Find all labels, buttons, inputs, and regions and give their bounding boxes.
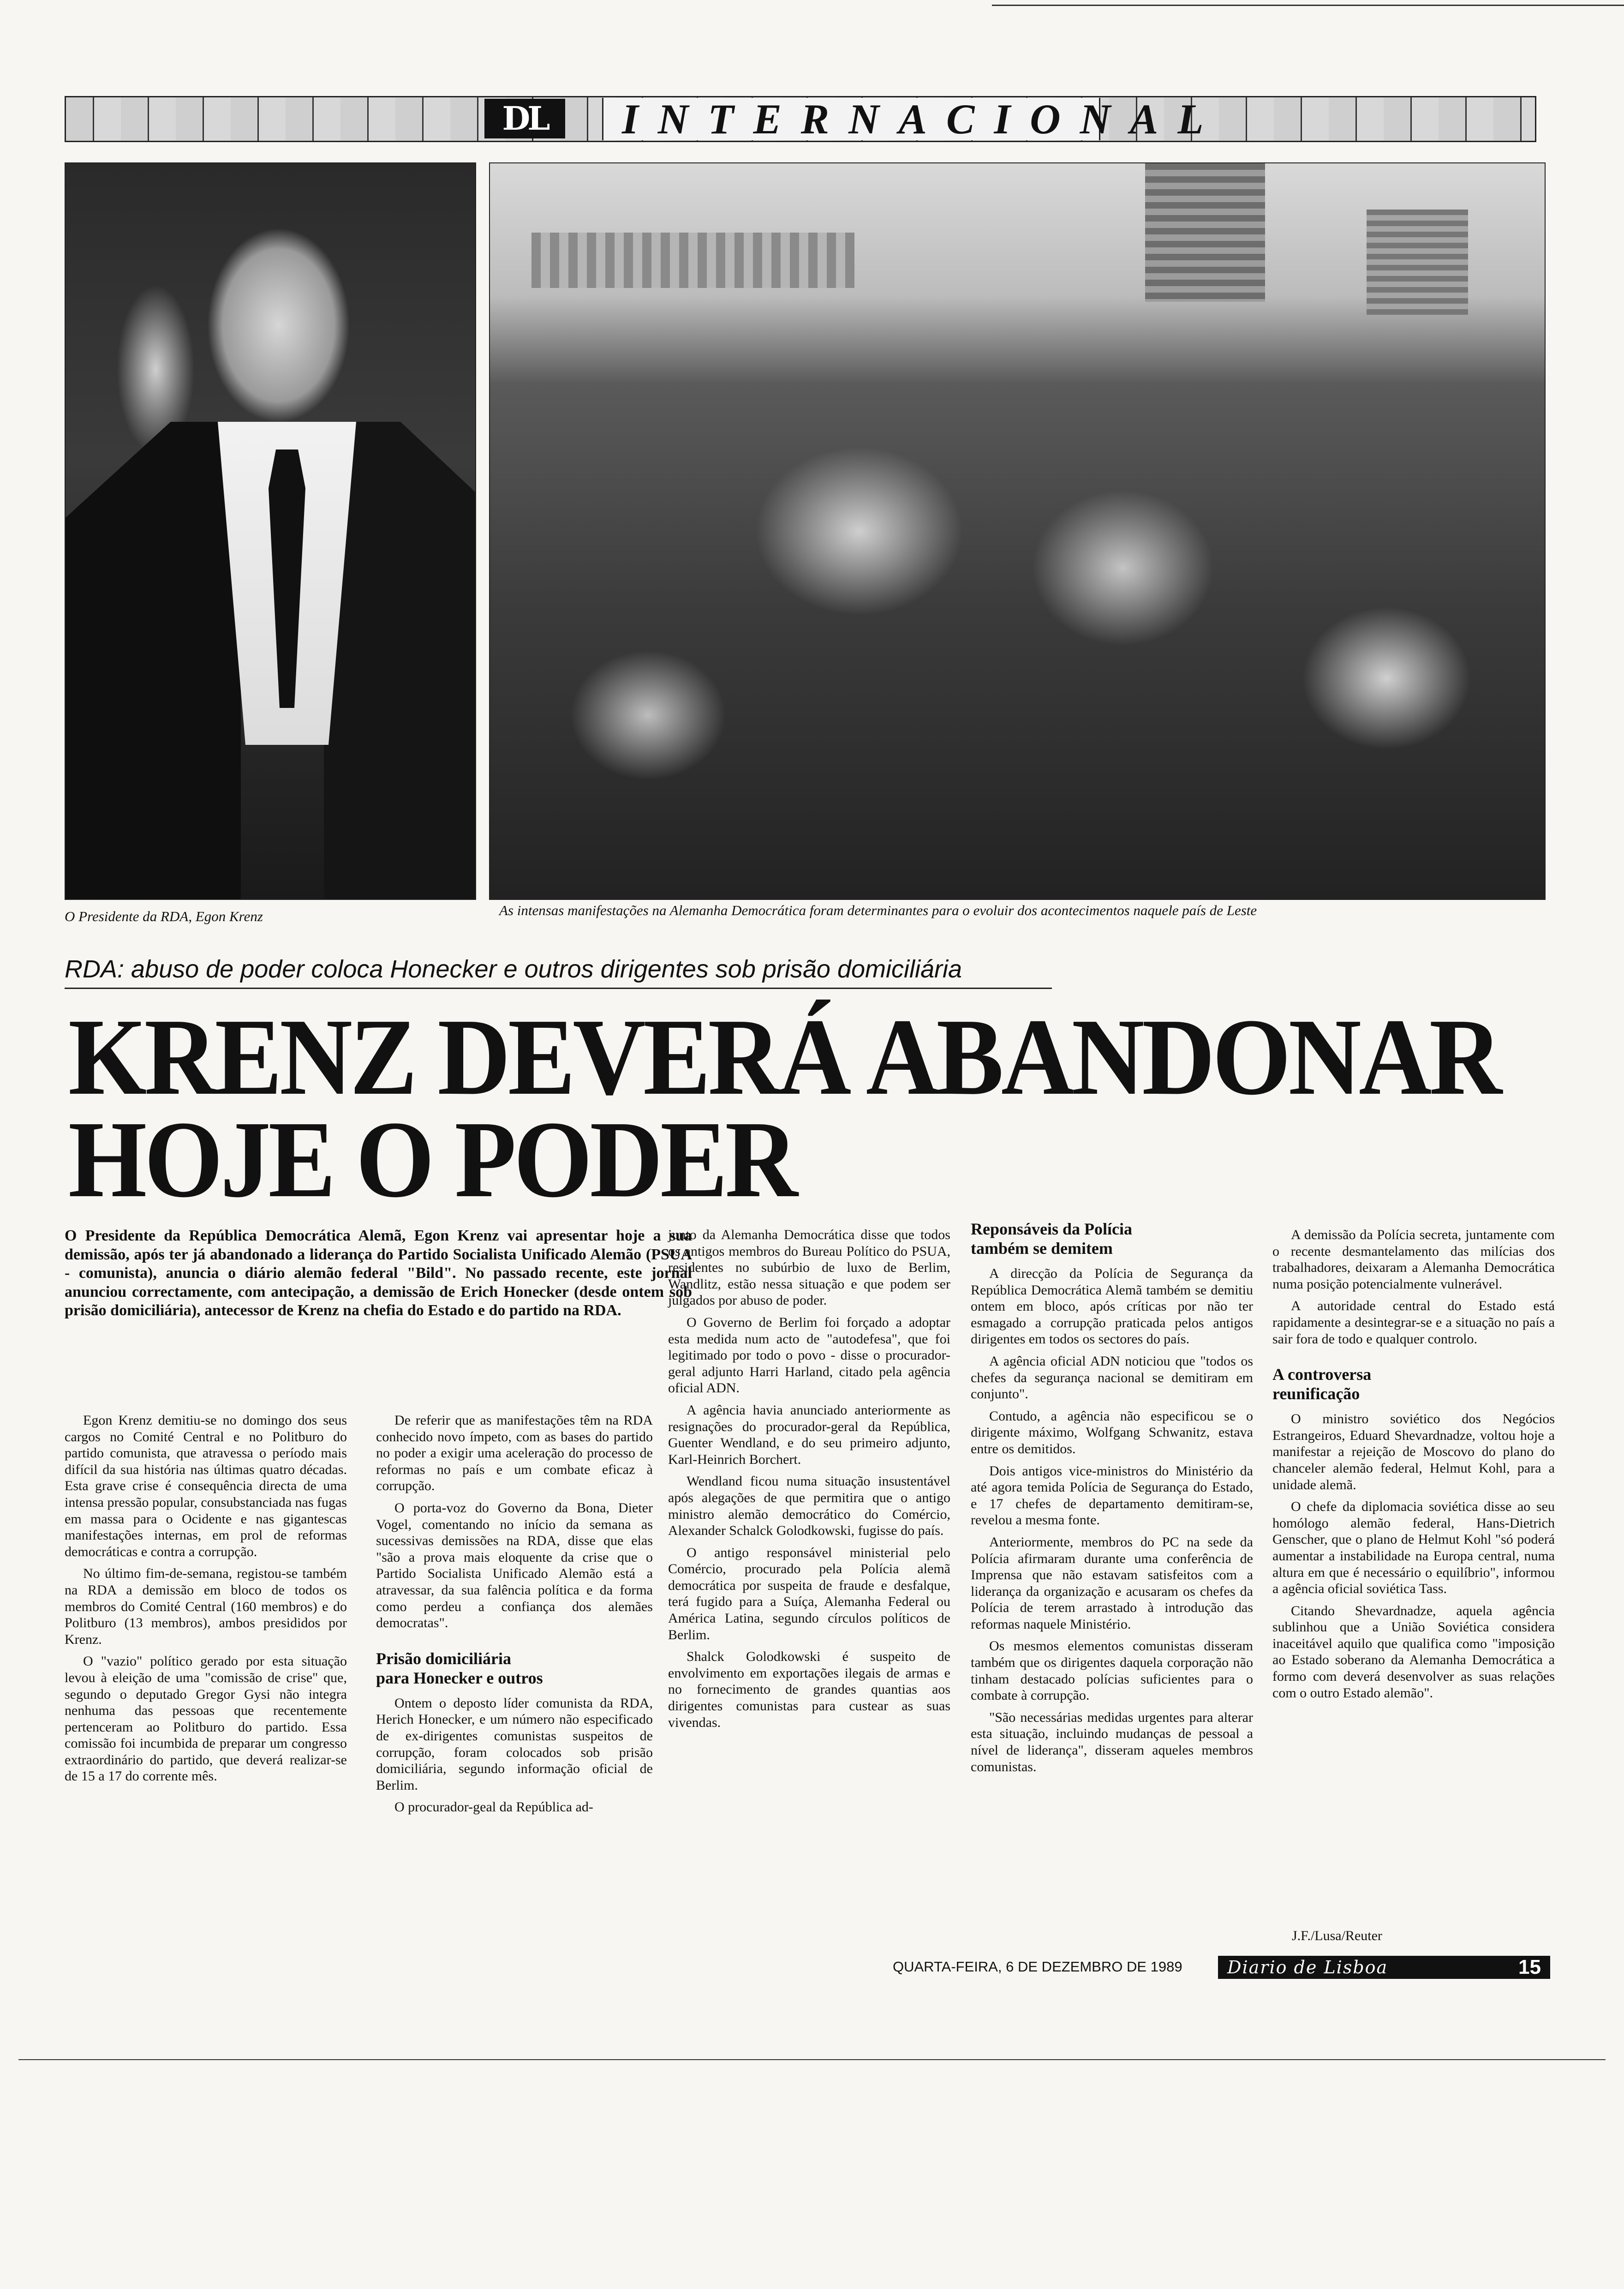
footer-bar	[1218, 1956, 1550, 1979]
photo-building	[531, 233, 854, 288]
kicker-underline	[65, 988, 1052, 989]
paragraph: A direcção da Polícia de Segurança da República Democrática Alemã também se demitiu ontem em bloco, após críticas por não ter esmagado a corrupção praticada pelos antigos dirigentes em todos os sectores do país.	[971, 1266, 1253, 1347]
article-column-2	[376, 1412, 653, 1816]
paragraph: O antigo responsável ministerial pelo Comércio, procurado pela Polícia alemã democrática por suspeita de fraude e desfalque, terá fugido para a Suíça, Alemanha Federal ou América Latina, segundo círculos políticos de Berlim.	[668, 1545, 950, 1642]
paragraph: Ontem o deposto líder comunista da RDA, Herich Honecker, e um número não especificado de ex-dirigentes comunistas suspeitos de corrupção, foram colocados sob prisão domiciliária, segundo informação oficial de Berlim.	[376, 1695, 653, 1793]
article-byline: J.F./Lusa/Reuter	[1292, 1928, 1382, 1943]
paragraph: A autoridade central do Estado está rapidamente a desintegrar-se e a situação no país a sair fora de todo e qualquer controlo.	[1272, 1298, 1555, 1347]
paragraph: A agência oficial ADN noticiou que "todos os chefes da segurança nacional se demitiram em conjunto".	[971, 1353, 1253, 1402]
paragraph: O porta-voz do Governo da Bona, Dieter Vogel, comentando no início da semana as sucessivas demissões na RDA, disse que elas "são a prova mais eloquente da crise que o Partido Socialista Unificado Alemão está a atravessar, da sua falência política e da forma como perdeu a confiança dos alemães democratas".	[376, 1500, 653, 1631]
subheading-line: Prisão domiciliária	[376, 1649, 511, 1668]
paragraph: A demissão da Polícia secreta, juntamente com o recente desmantelamento das milícias dos trabalhadores, deixaram a Alemanha Democrática numa posição potencialmente vulnerável.	[1272, 1227, 1555, 1292]
paragraph: "São necessárias medidas urgentes para alterar esta situação, incluindo mudanças de pessoal a nível de liderança", disseram aqueles membros comunistas.	[971, 1709, 1253, 1774]
article-lead: O Presidente da República Democrática Alemã, Egon Krenz vai apresentar hoje a sua demissão, após ter já abandonado a liderança do Partido Socialista Unificado Alemão (PSUA - comunista), anuncia o diário alemão federal "Bild". No passado recente, este jornal anunciou correctamente, com antecipação, a demissão de Erich Honecker (desde ontem sob prisão domiciliária), antecessor de Krenz na chefia do Estado e do partido na RDA.	[65, 1227, 692, 1319]
article-kicker: RDA: abuso de poder coloca Honecker e outros dirigentes sob prisão domiciliária	[65, 955, 962, 983]
section-title: INTERNACIONAL	[602, 98, 1100, 140]
paragraph: Os mesmos elementos comunistas disseram também que os dirigentes daquela corporação não tinham destacado polícias suficientes para o combate à corrupção.	[971, 1638, 1253, 1703]
subheading-line: para Honecker e outros	[376, 1668, 543, 1687]
headline-line-1: KRENZ DEVERÁ ABANDONAR	[68, 996, 1500, 1118]
paragraph: O ministro soviético dos Negócios Estrangeiros, Eduard Shevardnadze, voltou hoje a manifestar a rejeição de Moscovo do plano do chanceler alemão federal, Helmut Kohl, para a unidade alemã.	[1272, 1411, 1555, 1492]
top-scan-line	[992, 5, 1624, 6]
photo-building	[1367, 210, 1468, 316]
article-column-5	[1272, 1227, 1555, 1701]
subheading-house-arrest	[376, 1649, 653, 1688]
photo-jacket-left	[66, 422, 241, 900]
krenz-photo	[65, 162, 476, 900]
paragraph: No último fim-de-semana, registou-se também na RDA a demissão em bloco de todos os membros do Comité Central (160 membros) e do Politburo (13 membros), ambos presididos por Krenz.	[65, 1566, 347, 1647]
subheading-reunification	[1272, 1365, 1555, 1403]
paragraph: Shalck Golodkowski é suspeito de envolvimento em exportações ilegais de armas e no fornecimento de grandes quantias aos dirigentes comunistas para custear as suas vivendas.	[668, 1649, 950, 1730]
article-column-4	[971, 1219, 1253, 1775]
article-column-1	[65, 1412, 347, 1785]
paragraph: A agência havia anunciado anteriormente as resignações do procurador-geral da República, Guenter Wendland, e do seu primeiro adjunto, Karl-Heinrich Borchert.	[668, 1402, 950, 1467]
paragraph: O "vazio" político gerado por esta situação levou à eleição de uma "comissão de crise" que, segundo o deputado Gregor Gysi não integra nenhuma das pessoas que recentemente pertenceram ao Politburo do partido. Essa comissão foi incumbida de preparar um congresso extraordinário do partido, que deverá realizar-se de 15 a 17 do corrente mês.	[65, 1654, 347, 1784]
subheading-police	[971, 1219, 1253, 1258]
paragraph: junto da Alemanha Democrática disse que todos os antigos membros do Bureau Político do PSUA, residentes no subúrbio de luxo de Berlim, Wandlitz, estão nessa situação e que podem ser julgados por abuso de poder.	[668, 1227, 950, 1308]
paragraph: Wendland ficou numa situação insustentável após alegações de que permitira que o antigo ministro alemão democrático do Comércio, Alexander Schalck Golodkowski, fugisse do país.	[668, 1474, 950, 1539]
crowd-photo-caption: As intensas manifestações na Alemanha Democrática foram determinantes para o evoluir dos acontecimentos naquele país de Leste	[499, 902, 1257, 918]
subheading-line: também se demitem	[971, 1239, 1113, 1258]
article-column-3	[668, 1227, 950, 1731]
paragraph: De referir que as manifestações têm na RDA conhecido novo ímpeto, com as bases do partido no poder a exigir uma aceleração do processo de reformas no país e um combate eficaz à corrupção.	[376, 1413, 653, 1494]
paragraph: O procurador-geal da República ad-	[394, 1799, 593, 1815]
paragraph: Anteriormente, membros do PC na sede da Polícia afirmaram durante uma conferência de Imprensa que não estavam satisfeitos com a liderança da organização e acusaram os chefes da Polícia de terem arrastado à introdução das reformas naquele Ministério.	[971, 1534, 1253, 1632]
krenz-photo-caption: O Presidente da RDA, Egon Krenz	[65, 908, 263, 924]
subheading-line: Reponsáveis da Polícia	[971, 1220, 1133, 1238]
footer-brand: Diario de Lisboa	[1227, 1957, 1388, 1977]
crowd-photo	[489, 162, 1546, 900]
article-headline	[68, 996, 1500, 1220]
paragraph: Contudo, a agência não especificou se o dirigente máximo, Wolfgang Schwanitz, estava entre os demitidos.	[971, 1408, 1253, 1456]
bottom-scan-line	[18, 2059, 1606, 2060]
paragraph: O chefe da diplomacia soviética disse ao seu homólogo alemão federal, Hans-Dietrich Genscher, que o plano de Helmut Kohl "só poderá aumentar a instabilidade na Europa central, numa altura em que é necessário o equilíbrio", informou a agência oficial soviética Tass.	[1272, 1499, 1555, 1597]
paragraph: Egon Krenz demitiu-se no domingo dos seus cargos no Comité Central e no Politburo do partido comunista, que atravessa o período mais difícil da sua história nas últimas quatro décadas. Esta grave crise é consequência directa de uma intensa pressão popular, consubstanciada nas fugas em massa para o Ocidente e nas gigantescas manifestações internas, em prol de reformas democráticas e contra a corrupção.	[65, 1413, 347, 1559]
photo-building	[1145, 163, 1265, 302]
paragraph: Dois antigos vice-ministros do Ministério da até agora temida Polícia de Segurança do Estado, e 17 chefes de departamento demitiram-se, revelou a mesma fonte.	[971, 1463, 1253, 1528]
subheading-line: reunificação	[1272, 1384, 1360, 1403]
headline-line-2: HOJE O PODER	[68, 1099, 796, 1220]
page-number: 15	[1518, 1956, 1541, 1978]
newspaper-logo: DL	[484, 99, 565, 138]
paragraph: O Governo de Berlim foi forçado a adoptar esta medida num acto de "autodefesa", que foi legitimado por todo o povo - disse o procurador-geral adjunto Harri Harland, citado pela agência oficial ADN.	[668, 1314, 950, 1396]
paragraph: Citando Shevardnadze, aquela agência sublinhou que a União Soviética considera inaceitável aquilo que qualifica como "imposição ao Estado soberano da Alemanha Democrática a formo com deverá desenvolver as suas relações com o outro Estado alemão".	[1272, 1603, 1555, 1701]
subheading-line: A controversa	[1272, 1365, 1372, 1384]
footer-date: QUARTA-FEIRA, 6 DE DEZEMBRO DE 1989	[893, 1959, 1182, 1975]
